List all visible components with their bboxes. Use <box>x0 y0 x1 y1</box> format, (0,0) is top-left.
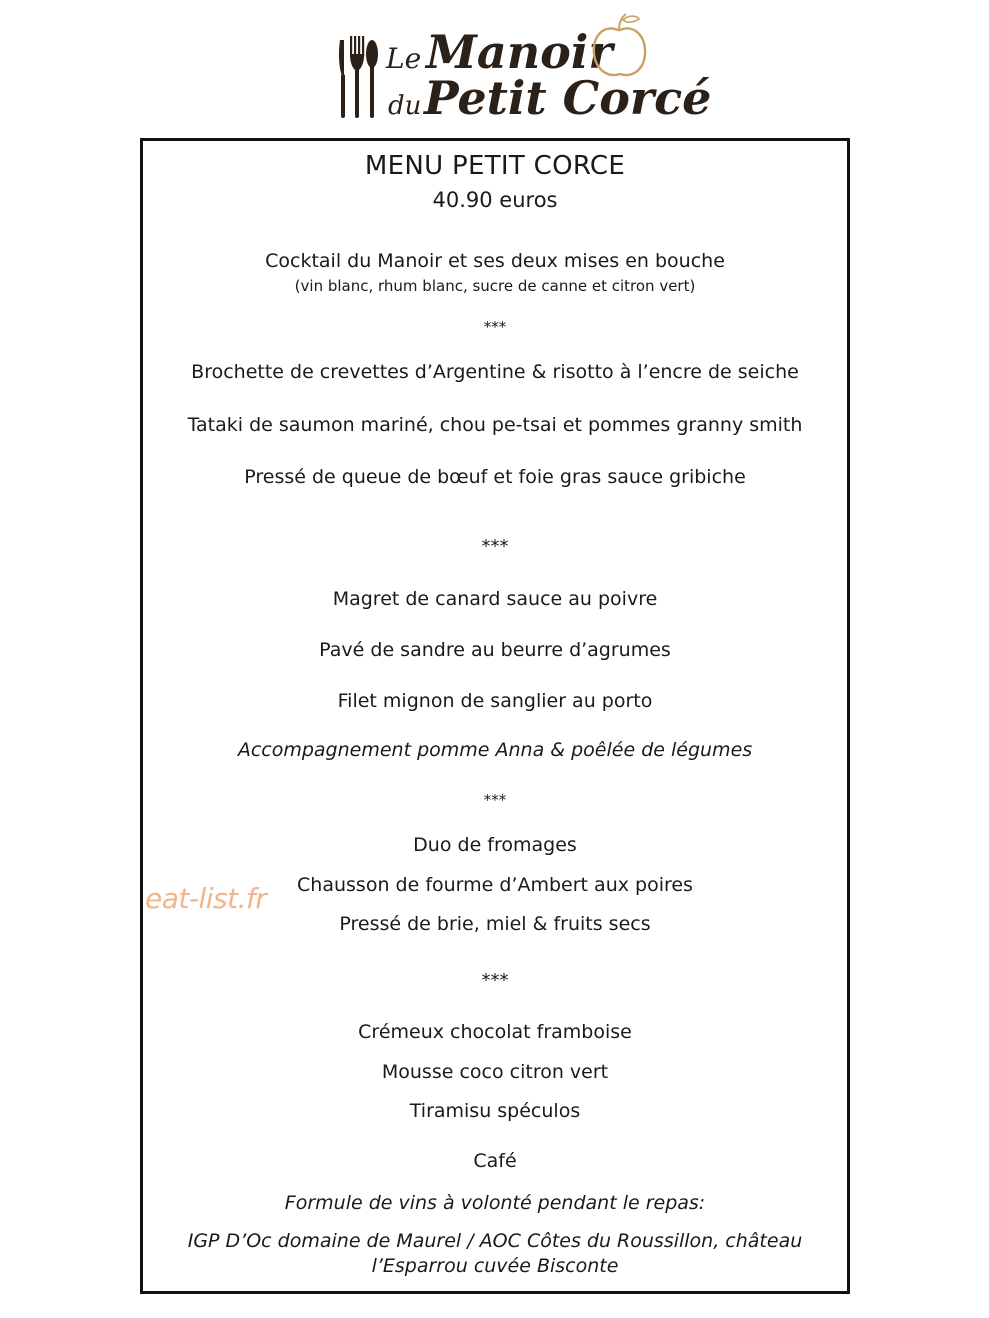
wine-formula: Formule de vins à volonté pendant le repas: <box>284 1192 706 1214</box>
aperitif-item: Cocktail du Manoir et ses deux mises en bouche <box>265 250 725 272</box>
course-separator: *** <box>481 970 509 991</box>
logo-le: Le <box>386 42 422 75</box>
menu-card <box>140 138 850 1294</box>
wine-list: IGP D’Oc domaine de Maurel / AOC Côtes du Roussillon, château l’Esparrou cuvée Bisconte <box>187 1230 803 1277</box>
cheese-item: Chausson de fourme d’Ambert aux poires <box>297 874 693 896</box>
cheese-item: Pressé de brie, miel & fruits secs <box>339 913 651 935</box>
menu-title: MENU PETIT CORCE <box>364 151 626 181</box>
starter-item: Brochette de crevettes d’Argentine & risotto à l’encre de seiche <box>191 361 799 383</box>
fork-icon <box>350 36 364 118</box>
logo-petit-corce: Petit Corcé <box>424 71 712 125</box>
knife-icon <box>339 40 345 118</box>
spoon-icon <box>366 40 378 118</box>
dessert-item: Crémeux chocolat framboise <box>358 1021 632 1043</box>
dessert-item: Mousse coco citron vert <box>381 1061 609 1083</box>
course-separator: *** <box>483 318 507 336</box>
menu-price: 40.90 euros <box>432 188 558 212</box>
cheese-item: Duo de fromages <box>413 834 577 856</box>
watermark: eat-list.fr <box>145 882 267 915</box>
starter-item: Pressé de queue de bœuf et foie gras sauce gribiche <box>244 466 746 488</box>
course-separator: *** <box>481 536 509 557</box>
logo-manoir: Manoir <box>426 25 613 79</box>
course-separator: *** <box>483 791 507 809</box>
restaurant-logo <box>334 10 712 125</box>
coffee-item: Café <box>473 1150 517 1172</box>
starter-item: Tataki de saumon mariné, chou pe-tsai et pommes granny smith <box>187 414 803 436</box>
logo-du: du <box>388 91 422 121</box>
aperitif-detail: (vin blanc, rhum blanc, sucre de canne et citron vert) <box>294 277 696 295</box>
mains-side-dish: Accompagnement pomme Anna & poêlée de légumes <box>237 739 753 761</box>
main-item: Pavé de sandre au beurre d’agrumes <box>319 639 671 661</box>
main-item: Magret de canard sauce au poivre <box>332 588 658 610</box>
main-item: Filet mignon de sanglier au porto <box>337 690 653 712</box>
dessert-item: Tiramisu spéculos <box>409 1100 581 1122</box>
